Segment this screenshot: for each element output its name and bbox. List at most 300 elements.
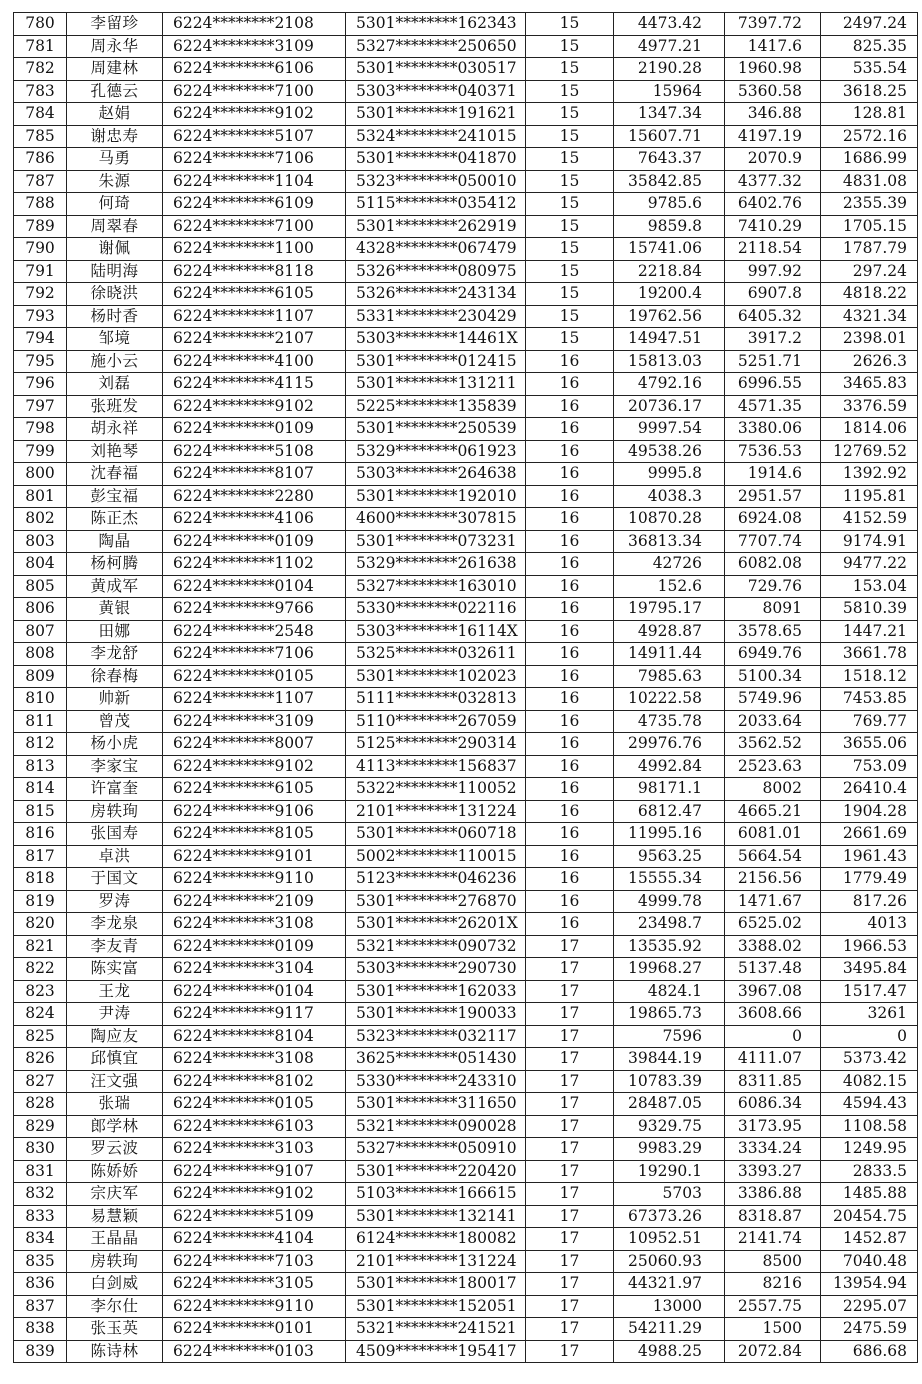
cell-group: 17 [526, 1003, 614, 1026]
cell-v2: 1960.98 [725, 58, 821, 81]
cell-id: 4328********067479 [346, 238, 526, 261]
table-row [14, 778, 918, 801]
cell-v2: 3380.06 [725, 418, 821, 441]
cell-v1: 19968.27 [614, 958, 725, 981]
cell-id: 5301********276870 [346, 890, 526, 913]
table-row [14, 620, 918, 643]
cell-id: 5125********290314 [346, 733, 526, 756]
cell-name: 沈春福 [67, 463, 163, 486]
cell-v1: 13535.92 [614, 935, 725, 958]
table-row [14, 913, 918, 936]
cell-id: 5123********046236 [346, 868, 526, 891]
cell-name: 罗云波 [67, 1138, 163, 1161]
cell-id: 5301********030517 [346, 58, 526, 81]
cell-v2: 2557.75 [725, 1295, 821, 1318]
cell-v1: 36813.34 [614, 530, 725, 553]
table-row [14, 103, 918, 126]
cell-id: 5326********243134 [346, 283, 526, 306]
cell-group: 16 [526, 665, 614, 688]
cell-id: 5327********050910 [346, 1138, 526, 1161]
cell-v2: 3967.08 [725, 980, 821, 1003]
cell-group: 17 [526, 1228, 614, 1251]
cell-id: 5330********022116 [346, 598, 526, 621]
cell-name: 刘磊 [67, 373, 163, 396]
cell-card: 6224********1107 [163, 688, 346, 711]
cell-name: 张瑞 [67, 1093, 163, 1116]
cell-id: 5327********163010 [346, 575, 526, 598]
cell-card: 6224********6103 [163, 1115, 346, 1138]
cell-card: 6224********1107 [163, 305, 346, 328]
cell-card: 6224********4115 [163, 373, 346, 396]
data-table [13, 12, 918, 1363]
cell-v3: 3655.06 [821, 733, 918, 756]
table-row [14, 643, 918, 666]
cell-group: 15 [526, 193, 614, 216]
cell-group: 16 [526, 620, 614, 643]
cell-name: 房轶珣 [67, 1250, 163, 1273]
cell-v3: 4321.34 [821, 305, 918, 328]
cell-id: 5321********090028 [346, 1115, 526, 1138]
cell-name: 邱慎宜 [67, 1048, 163, 1071]
cell-group: 16 [526, 643, 614, 666]
cell-group: 16 [526, 463, 614, 486]
cell-v3: 1195.81 [821, 485, 918, 508]
table-row [14, 1025, 918, 1048]
table-row [14, 845, 918, 868]
cell-v2: 2072.84 [725, 1340, 821, 1363]
cell-name: 张玉英 [67, 1318, 163, 1341]
cell-v3: 1904.28 [821, 800, 918, 823]
cell-v2: 2951.57 [725, 485, 821, 508]
cell-no: 783 [14, 80, 67, 103]
cell-name: 王龙 [67, 980, 163, 1003]
table-row [14, 598, 918, 621]
cell-id: 5301********152051 [346, 1295, 526, 1318]
cell-name: 陈实富 [67, 958, 163, 981]
table-row [14, 733, 918, 756]
cell-group: 17 [526, 935, 614, 958]
cell-v1: 14911.44 [614, 643, 725, 666]
table-row [14, 238, 918, 261]
cell-name: 杨柯腾 [67, 553, 163, 576]
cell-v3: 12769.52 [821, 440, 918, 463]
cell-v3: 4082.15 [821, 1070, 918, 1093]
cell-v3: 4013 [821, 913, 918, 936]
cell-v2: 5664.54 [725, 845, 821, 868]
cell-card: 6224********0109 [163, 418, 346, 441]
cell-v1: 98171.1 [614, 778, 725, 801]
cell-group: 16 [526, 778, 614, 801]
cell-v3: 1779.49 [821, 868, 918, 891]
cell-id: 5301********041870 [346, 148, 526, 171]
cell-v3: 686.68 [821, 1340, 918, 1363]
cell-v2: 3562.52 [725, 733, 821, 756]
cell-v3: 1485.88 [821, 1183, 918, 1206]
cell-card: 6224********8118 [163, 260, 346, 283]
cell-group: 16 [526, 395, 614, 418]
cell-v3: 2295.07 [821, 1295, 918, 1318]
table-row [14, 1295, 918, 1318]
cell-v2: 3608.66 [725, 1003, 821, 1026]
cell-no: 834 [14, 1228, 67, 1251]
cell-card: 6224********9102 [163, 395, 346, 418]
cell-id: 5301********191621 [346, 103, 526, 126]
cell-group: 16 [526, 440, 614, 463]
cell-id: 5301********192010 [346, 485, 526, 508]
cell-group: 16 [526, 508, 614, 531]
cell-v2: 7410.29 [725, 215, 821, 238]
cell-name: 谢佩 [67, 238, 163, 261]
cell-v3: 1961.43 [821, 845, 918, 868]
table-row [14, 508, 918, 531]
cell-no: 818 [14, 868, 67, 891]
cell-group: 16 [526, 800, 614, 823]
cell-card: 6224********4100 [163, 350, 346, 373]
cell-id: 5301********132141 [346, 1205, 526, 1228]
cell-v2: 6081.01 [725, 823, 821, 846]
cell-v1: 4473.42 [614, 13, 725, 36]
cell-name: 徐春梅 [67, 665, 163, 688]
cell-id: 5303********16114X [346, 620, 526, 643]
cell-v1: 20736.17 [614, 395, 725, 418]
cell-group: 16 [526, 553, 614, 576]
cell-card: 6224********0104 [163, 575, 346, 598]
cell-v3: 769.77 [821, 710, 918, 733]
cell-v3: 1966.53 [821, 935, 918, 958]
cell-card: 6224********3104 [163, 958, 346, 981]
cell-group: 17 [526, 1138, 614, 1161]
cell-card: 6224********5109 [163, 1205, 346, 1228]
table-row [14, 193, 918, 216]
cell-v1: 19795.17 [614, 598, 725, 621]
cell-v1: 4735.78 [614, 710, 725, 733]
cell-name: 赵娟 [67, 103, 163, 126]
cell-name: 马勇 [67, 148, 163, 171]
cell-no: 838 [14, 1318, 67, 1341]
cell-card: 6224********9101 [163, 845, 346, 868]
cell-v2: 6907.8 [725, 283, 821, 306]
cell-group: 15 [526, 80, 614, 103]
cell-card: 6224********1100 [163, 238, 346, 261]
cell-v3: 2355.39 [821, 193, 918, 216]
cell-no: 822 [14, 958, 67, 981]
cell-no: 800 [14, 463, 67, 486]
cell-v3: 153.04 [821, 575, 918, 598]
cell-v1: 10222.58 [614, 688, 725, 711]
cell-card: 6224********4106 [163, 508, 346, 531]
cell-group: 15 [526, 305, 614, 328]
cell-name: 黄成军 [67, 575, 163, 598]
cell-no: 782 [14, 58, 67, 81]
table-row [14, 440, 918, 463]
cell-no: 790 [14, 238, 67, 261]
cell-group: 17 [526, 958, 614, 981]
cell-v1: 44321.97 [614, 1273, 725, 1296]
cell-id: 5301********220420 [346, 1160, 526, 1183]
cell-name: 张国寿 [67, 823, 163, 846]
cell-id: 2101********131224 [346, 1250, 526, 1273]
cell-v2: 6082.08 [725, 553, 821, 576]
cell-card: 6224********2108 [163, 13, 346, 36]
cell-group: 17 [526, 1093, 614, 1116]
cell-no: 788 [14, 193, 67, 216]
cell-group: 17 [526, 1183, 614, 1206]
cell-v3: 2398.01 [821, 328, 918, 351]
cell-name: 陈诗林 [67, 1340, 163, 1363]
cell-name: 许富奎 [67, 778, 163, 801]
cell-name: 周翠春 [67, 215, 163, 238]
cell-v1: 4792.16 [614, 373, 725, 396]
cell-v3: 1517.47 [821, 980, 918, 1003]
cell-v2: 4665.21 [725, 800, 821, 823]
cell-v1: 7643.37 [614, 148, 725, 171]
cell-v1: 9983.29 [614, 1138, 725, 1161]
cell-name: 易慧颖 [67, 1205, 163, 1228]
cell-v3: 3261 [821, 1003, 918, 1026]
cell-group: 16 [526, 530, 614, 553]
table-row [14, 283, 918, 306]
cell-name: 施小云 [67, 350, 163, 373]
cell-no: 819 [14, 890, 67, 913]
cell-v2: 4377.32 [725, 170, 821, 193]
cell-card: 6224********9102 [163, 755, 346, 778]
cell-id: 5301********162343 [346, 13, 526, 36]
cell-v2: 3386.88 [725, 1183, 821, 1206]
cell-card: 6224********3109 [163, 710, 346, 733]
cell-card: 6224********0109 [163, 530, 346, 553]
cell-id: 5303********14461X [346, 328, 526, 351]
cell-name: 李家宝 [67, 755, 163, 778]
cell-group: 15 [526, 58, 614, 81]
cell-name: 曾茂 [67, 710, 163, 733]
cell-no: 807 [14, 620, 67, 643]
cell-v2: 8500 [725, 1250, 821, 1273]
cell-group: 16 [526, 733, 614, 756]
cell-card: 6224********0104 [163, 980, 346, 1003]
cell-id: 5325********032611 [346, 643, 526, 666]
cell-group: 16 [526, 868, 614, 891]
cell-no: 798 [14, 418, 67, 441]
cell-v3: 1686.99 [821, 148, 918, 171]
cell-id: 5326********080975 [346, 260, 526, 283]
cell-v3: 817.26 [821, 890, 918, 913]
cell-v3: 0 [821, 1025, 918, 1048]
cell-name: 张班发 [67, 395, 163, 418]
cell-card: 6224********9766 [163, 598, 346, 621]
cell-name: 白剑威 [67, 1273, 163, 1296]
cell-no: 801 [14, 485, 67, 508]
table-row [14, 1115, 918, 1138]
table-row [14, 328, 918, 351]
table-row [14, 1003, 918, 1026]
cell-v3: 7453.85 [821, 688, 918, 711]
table-row [14, 890, 918, 913]
cell-v1: 10783.39 [614, 1070, 725, 1093]
cell-no: 839 [14, 1340, 67, 1363]
cell-group: 15 [526, 260, 614, 283]
cell-card: 6224********8102 [163, 1070, 346, 1093]
cell-v2: 3578.65 [725, 620, 821, 643]
cell-v3: 9477.22 [821, 553, 918, 576]
cell-group: 15 [526, 125, 614, 148]
cell-v3: 3495.84 [821, 958, 918, 981]
cell-card: 6224********8107 [163, 463, 346, 486]
cell-no: 809 [14, 665, 67, 688]
cell-v3: 535.54 [821, 58, 918, 81]
cell-v1: 152.6 [614, 575, 725, 598]
cell-id: 5330********243310 [346, 1070, 526, 1093]
cell-no: 826 [14, 1048, 67, 1071]
cell-v2: 8091 [725, 598, 821, 621]
cell-v2: 7397.72 [725, 13, 821, 36]
cell-name: 宗庆军 [67, 1183, 163, 1206]
cell-group: 17 [526, 980, 614, 1003]
cell-v1: 4992.84 [614, 755, 725, 778]
cell-id: 2101********131224 [346, 800, 526, 823]
cell-no: 802 [14, 508, 67, 531]
cell-no: 836 [14, 1273, 67, 1296]
cell-group: 15 [526, 103, 614, 126]
table-row [14, 13, 918, 36]
cell-id: 5327********250650 [346, 35, 526, 58]
cell-v2: 0 [725, 1025, 821, 1048]
cell-v1: 15741.06 [614, 238, 725, 261]
cell-group: 15 [526, 238, 614, 261]
cell-name: 刘艳琴 [67, 440, 163, 463]
cell-card: 6224********3108 [163, 1048, 346, 1071]
cell-no: 816 [14, 823, 67, 846]
cell-v2: 346.88 [725, 103, 821, 126]
cell-v2: 2070.9 [725, 148, 821, 171]
cell-id: 5301********012415 [346, 350, 526, 373]
cell-v1: 4928.87 [614, 620, 725, 643]
cell-v2: 6405.32 [725, 305, 821, 328]
cell-card: 6224********9110 [163, 1295, 346, 1318]
cell-no: 805 [14, 575, 67, 598]
cell-v3: 297.24 [821, 260, 918, 283]
cell-name: 陶晶 [67, 530, 163, 553]
cell-group: 16 [526, 485, 614, 508]
cell-group: 15 [526, 13, 614, 36]
cell-id: 5303********290730 [346, 958, 526, 981]
cell-v1: 15964 [614, 80, 725, 103]
cell-no: 824 [14, 1003, 67, 1026]
cell-no: 828 [14, 1093, 67, 1116]
cell-v2: 3917.2 [725, 328, 821, 351]
cell-name: 彭宝福 [67, 485, 163, 508]
table-row [14, 958, 918, 981]
cell-name: 汪文强 [67, 1070, 163, 1093]
cell-v3: 1787.79 [821, 238, 918, 261]
cell-v2: 1417.6 [725, 35, 821, 58]
table-row [14, 823, 918, 846]
cell-v3: 4152.59 [821, 508, 918, 531]
cell-id: 5225********135839 [346, 395, 526, 418]
cell-name: 李尔仕 [67, 1295, 163, 1318]
cell-name: 何琦 [67, 193, 163, 216]
cell-id: 4509********195417 [346, 1340, 526, 1363]
cell-no: 832 [14, 1183, 67, 1206]
cell-v2: 5137.48 [725, 958, 821, 981]
cell-card: 6224********0105 [163, 665, 346, 688]
cell-v1: 39844.19 [614, 1048, 725, 1071]
cell-v1: 28487.05 [614, 1093, 725, 1116]
cell-v1: 10952.51 [614, 1228, 725, 1251]
cell-v1: 9997.54 [614, 418, 725, 441]
cell-v2: 997.92 [725, 260, 821, 283]
table-row [14, 575, 918, 598]
cell-name: 卓洪 [67, 845, 163, 868]
cell-group: 16 [526, 890, 614, 913]
cell-name: 王晶晶 [67, 1228, 163, 1251]
cell-no: 814 [14, 778, 67, 801]
cell-v3: 1814.06 [821, 418, 918, 441]
cell-no: 830 [14, 1138, 67, 1161]
table-row [14, 710, 918, 733]
cell-v2: 6996.55 [725, 373, 821, 396]
cell-card: 6224********2280 [163, 485, 346, 508]
cell-group: 17 [526, 1160, 614, 1183]
cell-v3: 4818.22 [821, 283, 918, 306]
table-row [14, 485, 918, 508]
cell-name: 李友青 [67, 935, 163, 958]
cell-group: 17 [526, 1295, 614, 1318]
cell-v3: 26410.4 [821, 778, 918, 801]
cell-group: 16 [526, 710, 614, 733]
cell-v1: 9329.75 [614, 1115, 725, 1138]
cell-v1: 42726 [614, 553, 725, 576]
cell-card: 6224********9102 [163, 103, 346, 126]
cell-card: 6224********7106 [163, 643, 346, 666]
table-row [14, 148, 918, 171]
cell-card: 6224********9102 [163, 1183, 346, 1206]
cell-v2: 1471.67 [725, 890, 821, 913]
cell-v1: 14947.51 [614, 328, 725, 351]
cell-v2: 8311.85 [725, 1070, 821, 1093]
cell-name: 周建林 [67, 58, 163, 81]
cell-v3: 128.81 [821, 103, 918, 126]
table-row [14, 305, 918, 328]
cell-v2: 5749.96 [725, 688, 821, 711]
cell-no: 825 [14, 1025, 67, 1048]
table-row [14, 350, 918, 373]
cell-v2: 3393.27 [725, 1160, 821, 1183]
cell-card: 6224********9107 [163, 1160, 346, 1183]
table-row [14, 868, 918, 891]
cell-v1: 9563.25 [614, 845, 725, 868]
cell-no: 815 [14, 800, 67, 823]
cell-v1: 2190.28 [614, 58, 725, 81]
cell-name: 尹涛 [67, 1003, 163, 1026]
cell-id: 5115********035412 [346, 193, 526, 216]
cell-id: 5331********230429 [346, 305, 526, 328]
cell-name: 陈娇娇 [67, 1160, 163, 1183]
cell-group: 17 [526, 1318, 614, 1341]
cell-id: 6124********180082 [346, 1228, 526, 1251]
cell-no: 787 [14, 170, 67, 193]
cell-v3: 1249.95 [821, 1138, 918, 1161]
cell-v2: 2156.56 [725, 868, 821, 891]
cell-id: 5301********180017 [346, 1273, 526, 1296]
cell-card: 6224********2109 [163, 890, 346, 913]
cell-id: 5323********032117 [346, 1025, 526, 1048]
cell-v3: 3376.59 [821, 395, 918, 418]
cell-id: 5303********040371 [346, 80, 526, 103]
cell-no: 811 [14, 710, 67, 733]
cell-v1: 4824.1 [614, 980, 725, 1003]
cell-name: 陈正杰 [67, 508, 163, 531]
cell-v1: 4038.3 [614, 485, 725, 508]
